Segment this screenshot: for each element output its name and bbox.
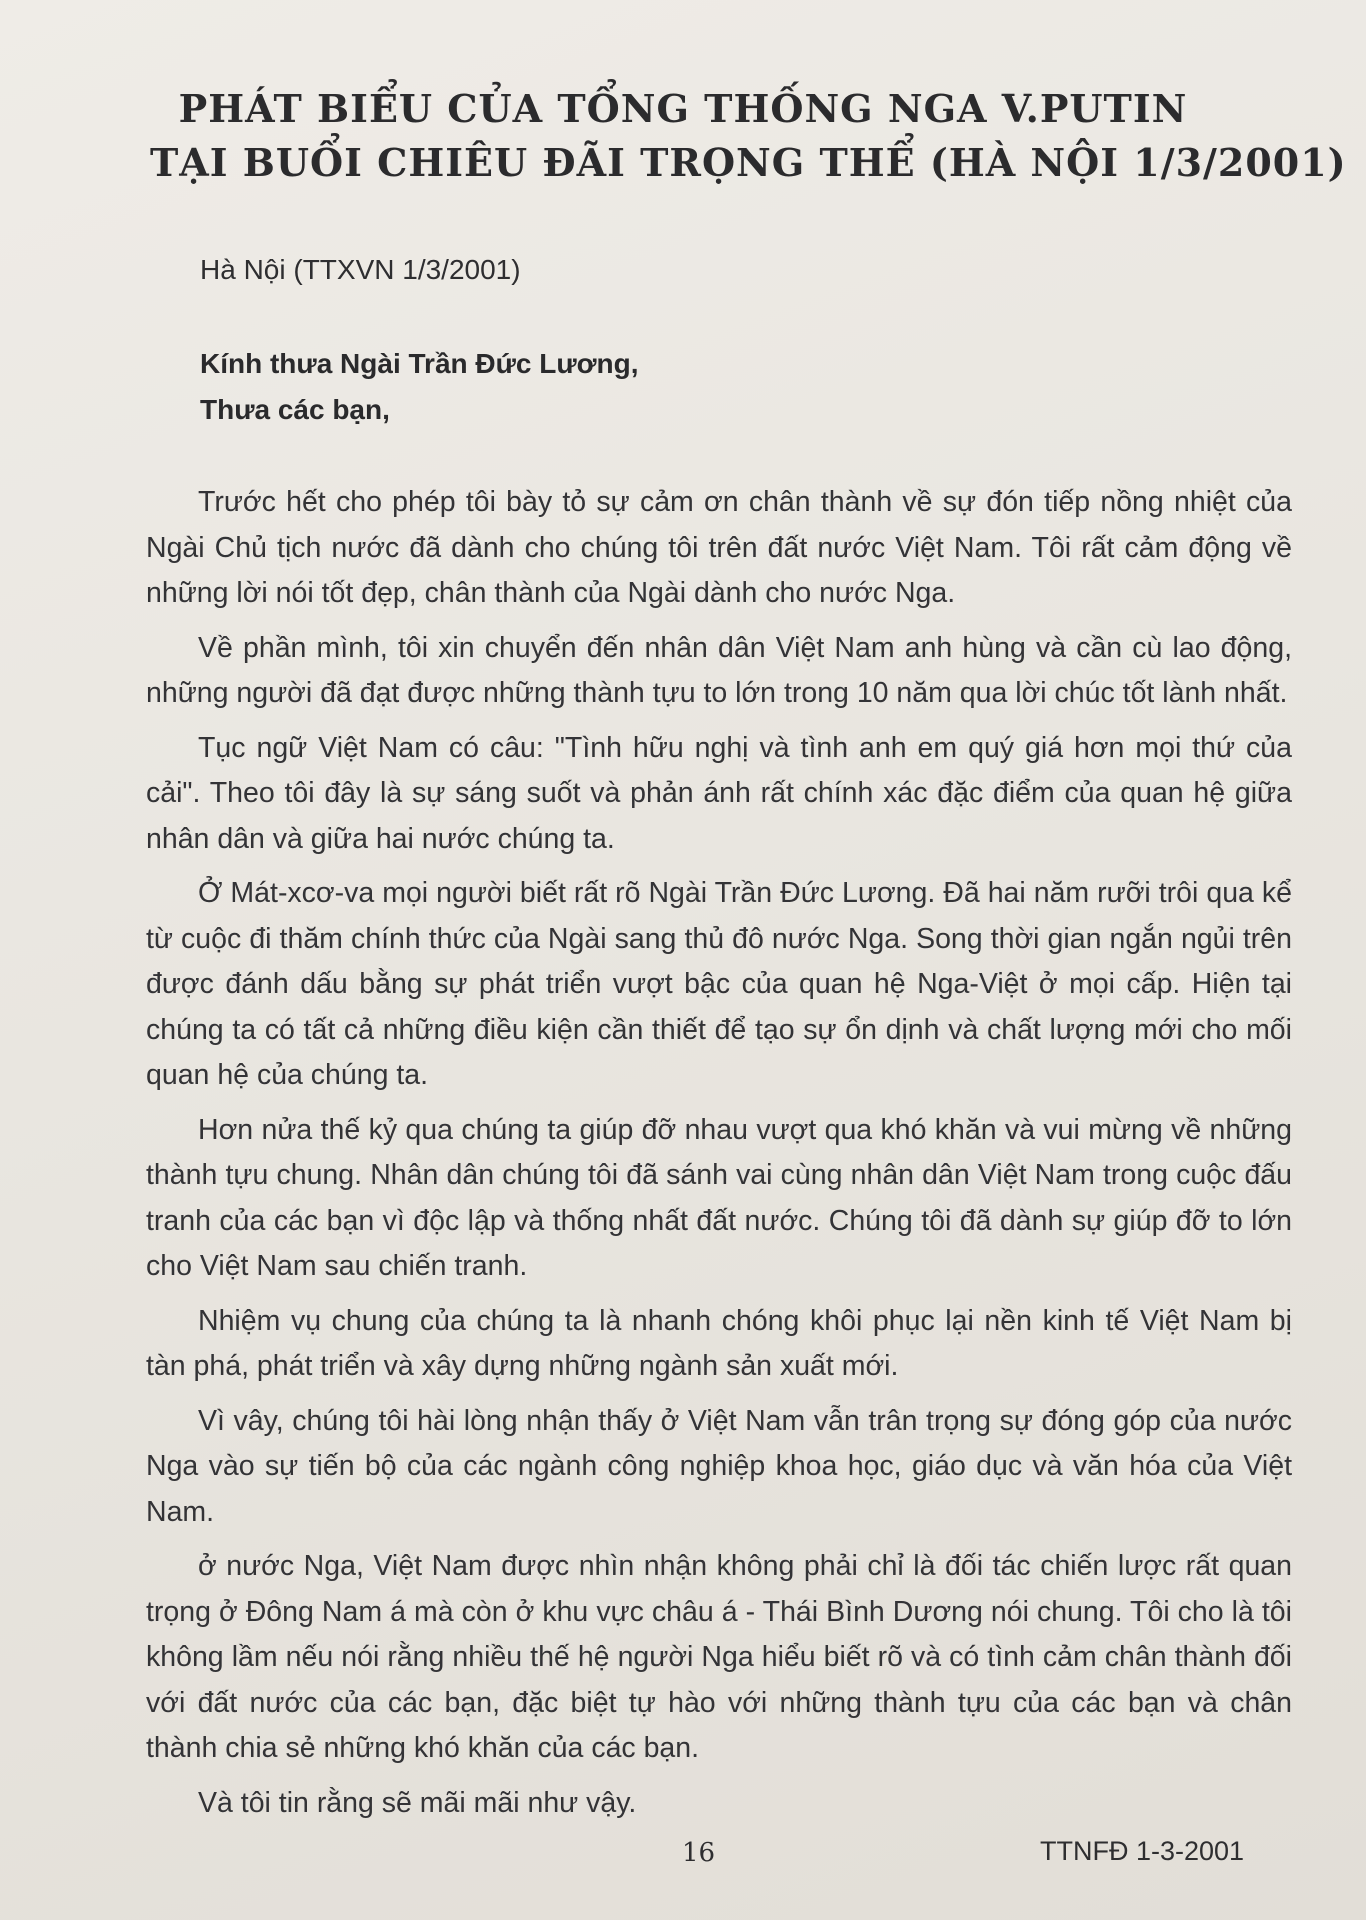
page-number: 16 <box>682 1838 716 1868</box>
paragraph-5: Hơn nửa thế kỷ qua chúng ta giúp đỡ nhau vượt qua khó khăn và vui mừng về những thành tựu chung. Nhân dân chúng tôi đã sánh vai cùng nhân dân Việt Nam trong cuộc đấu tranh của các bạn vì độc lập và thống nhất đất nước. Chúng tôi đã dành sự giúp đỡ to lớn cho Việt Nam sau chiến tranh. <box>146 1113 1292 1282</box>
document-title-line-1: PHÁT BIỂU CỦA TỔNG THỐNG NGA V.PUTIN <box>178 86 1188 131</box>
paragraph-7: Vì vây, chúng tôi hài lòng nhận thấy ở Việt Nam vẫn trân trọng sự đóng góp của nước Nga vào sự tiến bộ của các ngành công nghiệp khoa học, giáo dục và văn hóa của Việt Nam. <box>146 1404 1292 1528</box>
paragraph-8: ở nước Nga, Việt Nam được nhìn nhận không phải chỉ là đối tác chiến lược rất quan trọng ở Đông Nam á mà còn ở khu vực châu á - Thái Bình Dương nói chung. Tôi cho là tôi không lầm nếu nói rằng nhiều thế hệ người Nga hiểu biết rõ và có tình cảm chân thành đối với đất nước của các bạn, đặc biệt tự hào với những thành tựu của các bạn và chân thành chia sẻ những khó khăn của các bạn. <box>146 1550 1292 1764</box>
salutation-line-2: Thưa các bạn, <box>200 394 390 425</box>
footer-code: TTNFĐ 1-3-2001 <box>1040 1836 1245 1866</box>
source-line: Hà Nội (TTXVN 1/3/2001) <box>200 254 521 285</box>
paragraph-1: Trước hết cho phép tôi bày tỏ sự cảm ơn chân thành về sự đón tiếp nồng nhiệt của Ngài Chủ tịch nước đã dành cho chúng tôi trên đất nước Việt Nam. Tôi rất cảm động về những lời nói tốt đẹp, chân thành của Ngài dành cho nước Nga. <box>146 486 1292 609</box>
paragraph-9: Và tôi tin rằng sẽ mãi mãi như vậy. <box>198 1786 637 1819</box>
paragraph-2: Về phần mình, tôi xin chuyển đến nhân dân Việt Nam anh hùng và cần cù lao động, những người đã đạt được những thành tựu to lớn trong 10 năm qua lời chúc tốt lành nhất. <box>146 631 1292 709</box>
paragraph-6: Nhiệm vụ chung của chúng ta là nhanh chóng khôi phục lại nền kinh tế Việt Nam bị tàn phá, phát triển và xây dựng những ngành sản xuất mới. <box>146 1304 1292 1382</box>
paragraph-4: Ở Mát-xcơ-va mọi người biết rất rõ Ngài Trần Đức Lương. Đã hai năm rưỡi trôi qua kể từ cuộc đi thăm chính thức của Ngài sang thủ đô nước Nga. Song thời gian ngắn ngủi trên được đánh dấu bằng sự phát triển vượt bậc của quan hệ Nga-Việt ở mọi cấp. Hiện tại chúng ta có tất cả những điều kiện cần thiết để tạo sự ổn dịnh và chất lượng mới cho mối quan hệ của chúng ta. <box>146 877 1292 1091</box>
speech-body <box>146 480 1292 1835</box>
document-title-line-2: TẠI BUỔI CHIÊU ĐÃI TRỌNG THỂ (HÀ NỘI 1/3/2001) <box>150 140 1347 185</box>
paragraph-3: Tục ngữ Việt Nam có câu: "Tình hữu nghị và tình anh em quý giá hơn mọi thứ của cải". Theo tôi đây là sự sáng suốt và phản ánh rất chính xác đặc điểm của quan hệ giữa nhân dân và giữa hai nước chúng ta. <box>146 731 1292 855</box>
salutation-line-1: Kính thưa Ngài Trần Đức Lương, <box>200 348 639 379</box>
